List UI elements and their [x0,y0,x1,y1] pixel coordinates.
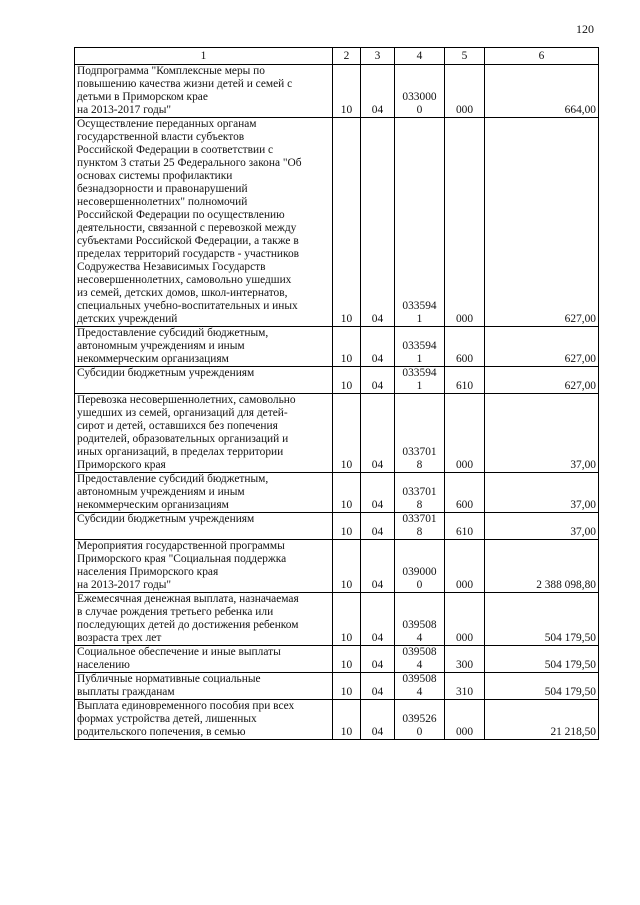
target-article-cell: 033701 8 [395,394,445,473]
section-code-cell: 10 [333,65,361,118]
row-name-line: пунктом 3 статьи 25 Федерального закона "Об [77,157,302,169]
row-name-line: последующих детей до достижения ребенком [77,619,299,631]
subsection-code-cell: 04 [361,65,395,118]
row-name-cell [75,327,333,367]
row-name-line: населению [77,659,130,671]
column-header: 2 [333,48,361,65]
amount-cell: 504 179,50 [485,646,599,673]
row-name-line: Мероприятия государственной программы [77,540,285,552]
amount-cell: 627,00 [485,367,599,394]
budget-table-body [75,48,599,740]
row-name-line: Осуществление переданных органам [77,118,257,130]
row-name-line: Субсидии бюджетным учреждениям [77,513,255,525]
target-article-cell: 033594 1 [395,118,445,327]
row-name-line: возраста трех лет [77,632,162,644]
table-row [75,394,599,473]
row-name-line: в случае рождения третьего ребенка или [77,606,274,618]
row-name-line: формах устройства детей, лишенных [77,713,257,725]
row-name-line: Приморского края [77,459,166,471]
column-header: 3 [361,48,395,65]
row-name-line: субъектами Российской Федерации, а также в [77,235,299,247]
section-code-cell: 10 [333,118,361,327]
section-code-cell: 10 [333,540,361,593]
row-name-cell [75,65,333,118]
column-header: 6 [485,48,599,65]
table-row [75,540,599,593]
amount-cell: 627,00 [485,327,599,367]
section-code-cell: 10 [333,513,361,540]
expense-type-cell: 000 [445,700,485,740]
section-code-cell: 10 [333,367,361,394]
expense-type-cell: 000 [445,593,485,646]
expense-type-cell: 310 [445,673,485,700]
row-name-line: несовершеннолетних, самовольно ушедших [77,274,292,286]
target-article-cell: 039000 0 [395,540,445,593]
expense-type-cell: 300 [445,646,485,673]
row-name-cell [75,540,333,593]
table-row [75,65,599,118]
expense-type-cell: 600 [445,327,485,367]
target-article-cell: 033000 0 [395,65,445,118]
header-row [75,48,599,65]
subsection-code-cell: 04 [361,327,395,367]
table-row [75,673,599,700]
row-name-cell [75,513,333,540]
table-row [75,473,599,513]
expense-type-cell: 610 [445,513,485,540]
subsection-code-cell: 04 [361,593,395,646]
row-name-line: выплаты гражданам [77,686,175,698]
row-name-line: Приморского края "Социальная поддержка [77,553,287,565]
table-row [75,646,599,673]
amount-cell: 37,00 [485,513,599,540]
column-header: 4 [395,48,445,65]
row-name-cell [75,118,333,327]
section-code-cell: 10 [333,473,361,513]
column-header: 1 [75,48,333,65]
subsection-code-cell: 04 [361,118,395,327]
row-name-line: родителей, образовательных организаций и [77,433,289,445]
row-name-line: детьми в Приморском крае [77,91,208,103]
row-name-line: повышению качества жизни детей и семей с [77,78,293,90]
expense-type-cell: 610 [445,367,485,394]
row-name-line: Российской Федерации по осуществлению [77,209,285,221]
row-name-line: ушедших из семей, организаций для детей- [77,407,288,419]
table-row [75,367,599,394]
row-name-line: Подпрограмма "Комплексные меры по [77,65,265,77]
amount-cell: 504 179,50 [485,593,599,646]
row-name-line: Социальное обеспечение и иные выплаты [77,646,281,658]
subsection-code-cell: 04 [361,646,395,673]
row-name-line: на 2013-2017 годы" [77,104,172,116]
section-code-cell: 10 [333,673,361,700]
row-name-line: родительского попечения, в семью [77,726,246,738]
table-row [75,593,599,646]
amount-cell: 664,00 [485,65,599,118]
amount-cell: 21 218,50 [485,700,599,740]
section-code-cell: 10 [333,327,361,367]
row-name-line [77,526,330,539]
table-row [75,118,599,327]
row-name-line: основах системы профилактики [77,170,233,182]
row-name-cell [75,473,333,513]
row-name-line: Содружества Независимых Государств [77,261,266,273]
expense-type-cell: 000 [445,65,485,118]
expense-type-cell: 000 [445,118,485,327]
row-name-line: Перевозка несовершеннолетних, самовольно [77,394,296,406]
amount-cell: 37,00 [485,394,599,473]
row-name-line: детских учреждений [77,313,178,325]
row-name-line: Ежемесячная денежная выплата, назначаемая [77,593,299,605]
row-name-line: Предоставление субсидий бюджетным, [77,473,269,485]
budget-table [74,47,599,740]
expense-type-cell: 000 [445,394,485,473]
subsection-code-cell: 04 [361,513,395,540]
row-name-line: сирот и детей, оставшихся без попечения [77,420,278,432]
section-code-cell: 10 [333,394,361,473]
row-name-cell [75,700,333,740]
row-name-line: Субсидии бюджетным учреждениям [77,367,255,379]
table-row [75,327,599,367]
row-name-line: Выплата единовременного пособия при всех [77,700,295,712]
row-name-cell [75,593,333,646]
row-name-line: несовершеннолетних" полномочий [77,196,248,208]
row-name-line: населения Приморского края [77,566,219,578]
expense-type-cell: 000 [445,540,485,593]
subsection-code-cell: 04 [361,394,395,473]
row-name-line [77,380,330,393]
row-name-line: безнадзорности и правонарушений [77,183,248,195]
row-name-line: некоммерческим организациям [77,499,229,511]
target-article-cell: 039508 4 [395,593,445,646]
row-name-line: на 2013-2017 годы" [77,579,172,591]
target-article-cell: 033594 1 [395,327,445,367]
row-name-line: автономным учреждениям и иным [77,486,245,498]
subsection-code-cell: 04 [361,367,395,394]
amount-cell: 627,00 [485,118,599,327]
row-name-cell [75,673,333,700]
row-name-line: Публичные нормативные социальные [77,673,261,685]
target-article-cell: 039508 4 [395,646,445,673]
row-name-line: из семей, детских домов, школ-интернатов, [77,287,288,299]
subsection-code-cell: 04 [361,673,395,700]
row-name-line: Предоставление субсидий бюджетным, [77,327,269,339]
table-row [75,513,599,540]
target-article-cell: 033701 8 [395,513,445,540]
target-article-cell: 033594 1 [395,367,445,394]
amount-cell: 2 388 098,80 [485,540,599,593]
subsection-code-cell: 04 [361,700,395,740]
row-name-cell [75,367,333,394]
row-name-line: государственной власти субъектов [77,131,245,143]
row-name-line: пределах территорий государств - участников [77,248,300,260]
expense-type-cell: 600 [445,473,485,513]
section-code-cell: 10 [333,646,361,673]
section-code-cell: 10 [333,593,361,646]
subsection-code-cell: 04 [361,540,395,593]
row-name-cell [75,394,333,473]
row-name-line: иных организаций, в пределах территории [77,446,284,458]
table-row [75,700,599,740]
target-article-cell: 033701 8 [395,473,445,513]
row-name-line: Российской Федерации в соответствии с [77,144,274,156]
row-name-line: автономным учреждениям и иным [77,340,245,352]
target-article-cell: 039526 0 [395,700,445,740]
amount-cell: 504 179,50 [485,673,599,700]
row-name-line: деятельности, связанной с перевозкой между [77,222,297,234]
row-name-cell [75,646,333,673]
target-article-cell: 039508 4 [395,673,445,700]
page-number: 120 [576,22,594,36]
section-code-cell: 10 [333,700,361,740]
subsection-code-cell: 04 [361,473,395,513]
row-name-line: специальных учебно-воспитательных и иных [77,300,298,312]
column-header: 5 [445,48,485,65]
row-name-line: некоммерческим организациям [77,353,229,365]
amount-cell: 37,00 [485,473,599,513]
